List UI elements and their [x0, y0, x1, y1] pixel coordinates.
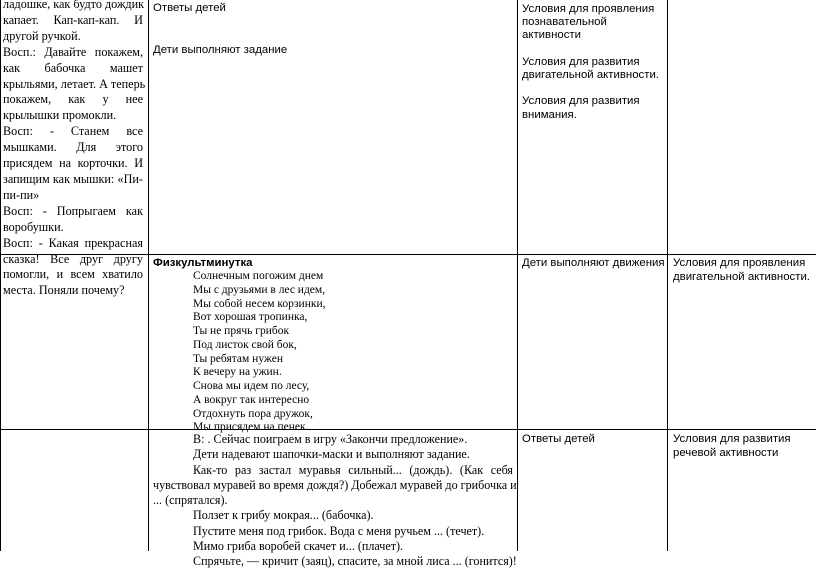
section-title-fizkultminutka: Физкультминутка: [153, 257, 253, 269]
poem-line: Вот хорошая тропинка,: [193, 311, 308, 324]
description-line: Восп: - Какая прекрасная: [3, 235, 143, 250]
description-line: места. Поняли почему?: [3, 283, 125, 298]
game-line: Дети надевают шапочки-маски и выполняют задание.: [193, 447, 470, 462]
exercise-poem: [193, 270, 325, 435]
children-movements-text: Дети выполняют движения: [522, 257, 665, 269]
description-line: сказка! Все друг другу: [3, 251, 143, 266]
poem-line: Под листок свой бок,: [193, 338, 297, 351]
condition-line: активности: [522, 29, 581, 42]
game-line: ... (спрятался).: [153, 493, 228, 508]
description-line: Восп.: Давайте покажем,: [3, 44, 143, 59]
table-column-divider-2: [517, 0, 518, 551]
poem-line: Мы присядем на пенек.: [193, 421, 309, 434]
activity-description-cell: [3, 0, 146, 299]
table-column-divider-3: [667, 0, 668, 551]
game-line: Как-то раз застал муравья сильный... (дождь). (Как себя: [193, 462, 513, 477]
table-row-divider-2: [0, 429, 816, 430]
condition-line: Условия для проявления: [522, 3, 655, 15]
condition-line: внимания.: [522, 108, 577, 121]
poem-line: Ты не прячь грибок: [193, 325, 290, 337]
sentence-game-text: [153, 432, 517, 570]
poem-line: К вечеру на ужин.: [193, 366, 282, 379]
children-answers-text-2: Ответы детей: [522, 433, 595, 445]
game-line: Мимо гриба воробей скачет и... (плачет).: [193, 539, 404, 554]
poem-line: А вокруг так интересно: [193, 393, 310, 406]
description-line: Восп: - Попрыгаем как: [3, 203, 143, 218]
condition-line: Условия для развития: [522, 55, 640, 68]
description-line: капает. Кап-кап-кап. И: [3, 12, 143, 27]
children-task-text: Дети выполняют задание: [153, 44, 288, 56]
conditions-cell: [522, 3, 662, 122]
condition-line: Условия для проявления: [673, 257, 806, 269]
condition-line: Условия для развития: [522, 95, 640, 108]
speech-activity-conditions: [673, 433, 791, 460]
poem-line: Снова мы идем по лесу,: [193, 380, 310, 392]
description-line: как бабочка машет: [3, 60, 143, 75]
table-border-left: [0, 0, 1, 551]
game-line: В: . Сейчас поиграем в игру «Закончи предложение».: [193, 432, 468, 446]
description-line: другой ручкой.: [3, 28, 81, 43]
game-line: Спрячьте, — кричит (заяц), спасите, за мной лиса ... (гонится)!: [193, 554, 517, 569]
description-line: покажем, как у нее: [3, 92, 143, 107]
description-line: присядем на корточки. И: [3, 156, 143, 171]
game-line: чувствовал муравей во время дождя?) Добежал муравей до грибочка и: [153, 477, 517, 492]
poem-line: Мы с друзьями в лес идем,: [193, 283, 326, 296]
description-line: мышками. Для этого: [3, 140, 143, 155]
poem-line: Солнечным погожим днем: [193, 270, 324, 282]
description-line: помогли, и всем хватило: [3, 267, 143, 282]
description-line: Восп: - Станем все: [3, 124, 143, 139]
game-line: Ползет к грибу мокрая... (бабочка).: [193, 508, 374, 523]
condition-line: [522, 82, 662, 95]
description-line: воробушки.: [3, 219, 64, 234]
condition-line: Условия для развития: [673, 433, 791, 445]
condition-line: [522, 43, 662, 56]
poem-line: Мы собой несем корзинки,: [193, 297, 326, 310]
poem-line: Отдохнуть пора дружок,: [193, 407, 313, 420]
condition-line: двигательной активности.: [673, 270, 810, 283]
description-line: крылышки промокли.: [3, 108, 117, 123]
poem-line: Ты ребятам нужен: [193, 352, 283, 365]
condition-line: двигательной активности.: [522, 69, 659, 81]
description-line: ладошке, как будто дождик: [3, 0, 145, 11]
children-answers-text: Ответы детей: [153, 2, 226, 14]
motor-activity-conditions: [673, 257, 810, 284]
condition-line: познавательной: [522, 16, 607, 29]
condition-line: речевой активности: [673, 446, 779, 459]
description-line: крыльями, летает. А теперь: [3, 76, 146, 91]
description-line: запищим как мышки: «Пи-: [3, 171, 143, 186]
description-line: пи-пи»: [3, 187, 40, 202]
table-column-divider-1: [148, 0, 149, 551]
game-line: Пустите меня под грибок. Вода с меня ручьем ... (течет).: [193, 523, 485, 538]
